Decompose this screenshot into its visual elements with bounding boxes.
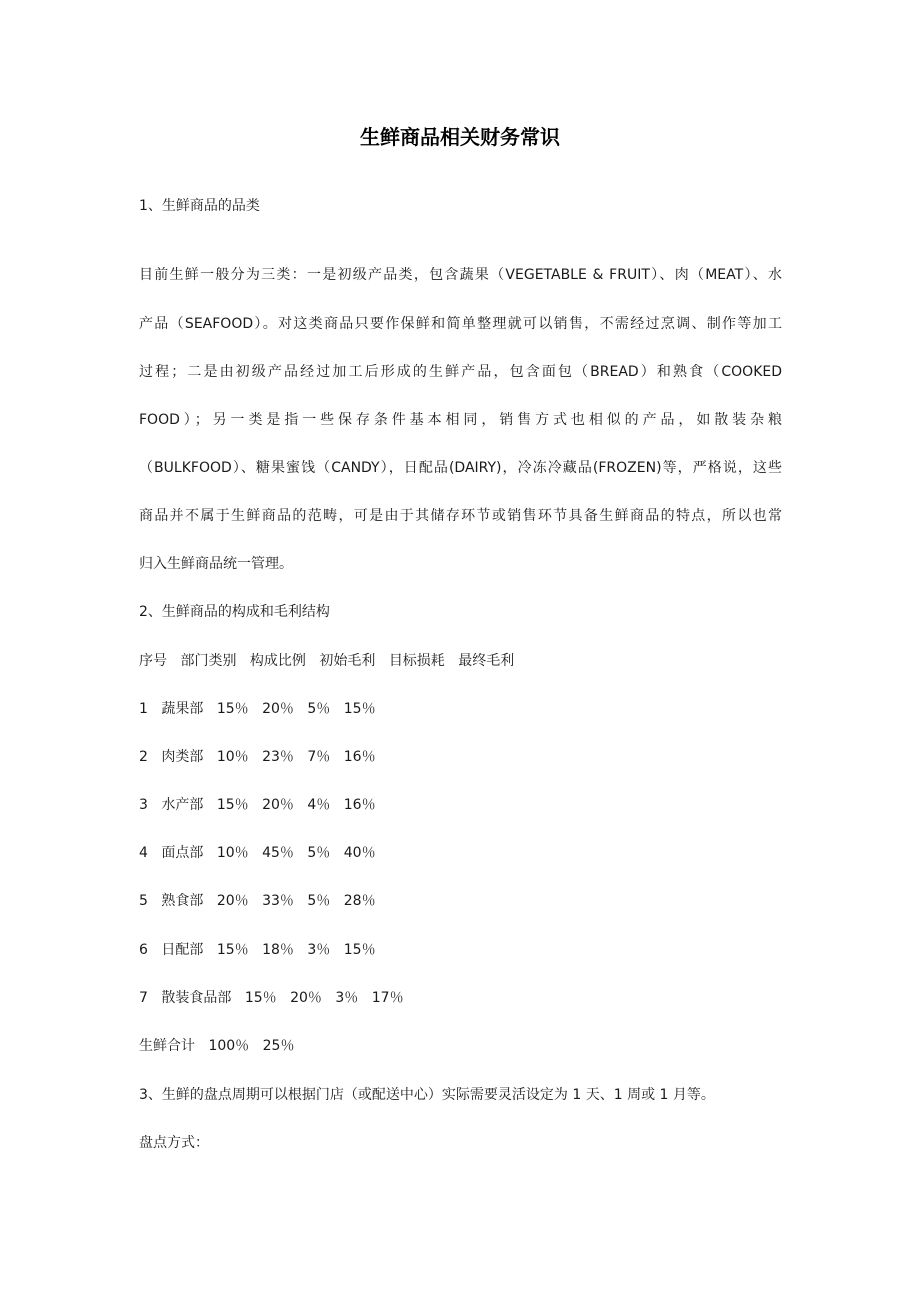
- table-cell: 7: [139, 990, 148, 1006]
- table-row: [139, 940, 385, 960]
- table-cell: 3％: [335, 990, 359, 1006]
- table-cell: 蔬果部: [161, 701, 204, 717]
- table-cell: 100％: [208, 1038, 250, 1054]
- table-cell: 45％: [262, 845, 294, 861]
- table-cell: 40％: [343, 845, 376, 861]
- table-row: [139, 891, 385, 911]
- header-cell: 序号: [139, 653, 167, 669]
- table-cell: 散装食品部: [161, 990, 232, 1006]
- table-row: [139, 699, 385, 719]
- table-cell: 20％: [290, 990, 322, 1006]
- document-title: 生鲜商品相关财务常识: [360, 125, 560, 149]
- table-row: [139, 747, 385, 767]
- table-cell: 3％: [307, 942, 331, 958]
- table-cell: 10％: [216, 749, 249, 765]
- table-row: [139, 988, 413, 1008]
- paragraph-line: 商品并不属于生鲜商品的范畴，可是由于其储存环节或销售环节具备生鲜商品的特点，所以也常: [139, 508, 782, 524]
- table-cell: 20％: [262, 797, 294, 813]
- table-cell: 面点部: [161, 845, 204, 861]
- header-cell: 最终毛利: [458, 653, 515, 669]
- table-cell: 15％: [216, 701, 249, 717]
- table-cell: 5％: [307, 845, 331, 861]
- table-cell: 2: [139, 749, 148, 765]
- paragraph-line: 目前生鲜一般分为三类：一是初级产品类，包含蔬果（VEGETABLE & FRUIT）、肉（MEAT）、水: [139, 267, 782, 283]
- paragraph-line: 归入生鲜商品统一管理。: [139, 556, 293, 572]
- table-cell: 5％: [307, 701, 331, 717]
- table-cell: 4: [139, 845, 148, 861]
- table-row: [139, 795, 385, 815]
- table-cell: 生鲜合计: [139, 1038, 195, 1054]
- table-cell: 熟食部: [161, 893, 204, 909]
- header-cell: 初始毛利: [319, 653, 376, 669]
- section1-heading: 1、生鲜商品的品类: [139, 198, 260, 214]
- table-cell: 肉类部: [161, 749, 204, 765]
- table-cell: 20％: [216, 893, 249, 909]
- table-cell: 15％: [343, 942, 376, 958]
- paragraph-line: 过程；二是由初级产品经过加工后形成的生鲜产品，包含面包（BREAD）和熟食（COOKED: [139, 364, 782, 380]
- table-cell: 7％: [307, 749, 331, 765]
- table-row: [139, 843, 385, 863]
- table-cell: 3: [139, 797, 148, 813]
- table-cell: 15％: [216, 942, 249, 958]
- table-cell: 28％: [343, 893, 376, 909]
- table-cell: 16％: [343, 749, 376, 765]
- paragraph-line: （BULKFOOD）、糖果蜜饯（CANDY），日配品(DAIRY)，冷冻冷藏品(FROZEN)等，严格说，这些: [139, 460, 782, 476]
- table-cell: 18％: [262, 942, 294, 958]
- table-cell: 15％: [244, 990, 277, 1006]
- header-cell: 构成比例: [249, 653, 306, 669]
- table-cell: 6: [139, 942, 148, 958]
- section2-heading: 2、生鲜商品的构成和毛利结构: [139, 604, 330, 620]
- table-cell: 4％: [307, 797, 331, 813]
- header-cell: 部门类别: [180, 653, 237, 669]
- table-cell: 水产部: [161, 797, 204, 813]
- table-header-row: [139, 651, 523, 671]
- table-cell: 25％: [262, 1038, 295, 1054]
- table-cell: 17％: [371, 990, 404, 1006]
- paragraph-line: 产品（SEAFOOD）。对这类商品只要作保鲜和简单整理就可以销售，不需经过烹调、制作等加工: [139, 316, 782, 332]
- table-cell: 23％: [262, 749, 294, 765]
- header-cell: 目标损耗: [388, 653, 445, 669]
- table-cell: 15％: [216, 797, 249, 813]
- table-cell: 5: [139, 893, 148, 909]
- section3-subheading: 盘点方式：: [139, 1135, 209, 1151]
- paragraph-line: FOOD）；另一类是指一些保存条件基本相同，销售方式也相似的产品，如散装杂粮: [139, 412, 782, 428]
- table-cell: 33％: [262, 893, 294, 909]
- table-cell: 10％: [216, 845, 249, 861]
- table-total-row: [139, 1036, 303, 1056]
- table-cell: 5％: [307, 893, 331, 909]
- table-cell: 15％: [343, 701, 376, 717]
- table-cell: 1: [139, 701, 148, 717]
- table-cell: 日配部: [161, 942, 204, 958]
- table-cell: 16％: [343, 797, 376, 813]
- table-cell: 20％: [262, 701, 294, 717]
- section3-heading: 3、生鲜的盘点周期可以根据门店（或配送中心）实际需要灵活设定为 1 天、1 周或 1 月等。: [139, 1087, 715, 1103]
